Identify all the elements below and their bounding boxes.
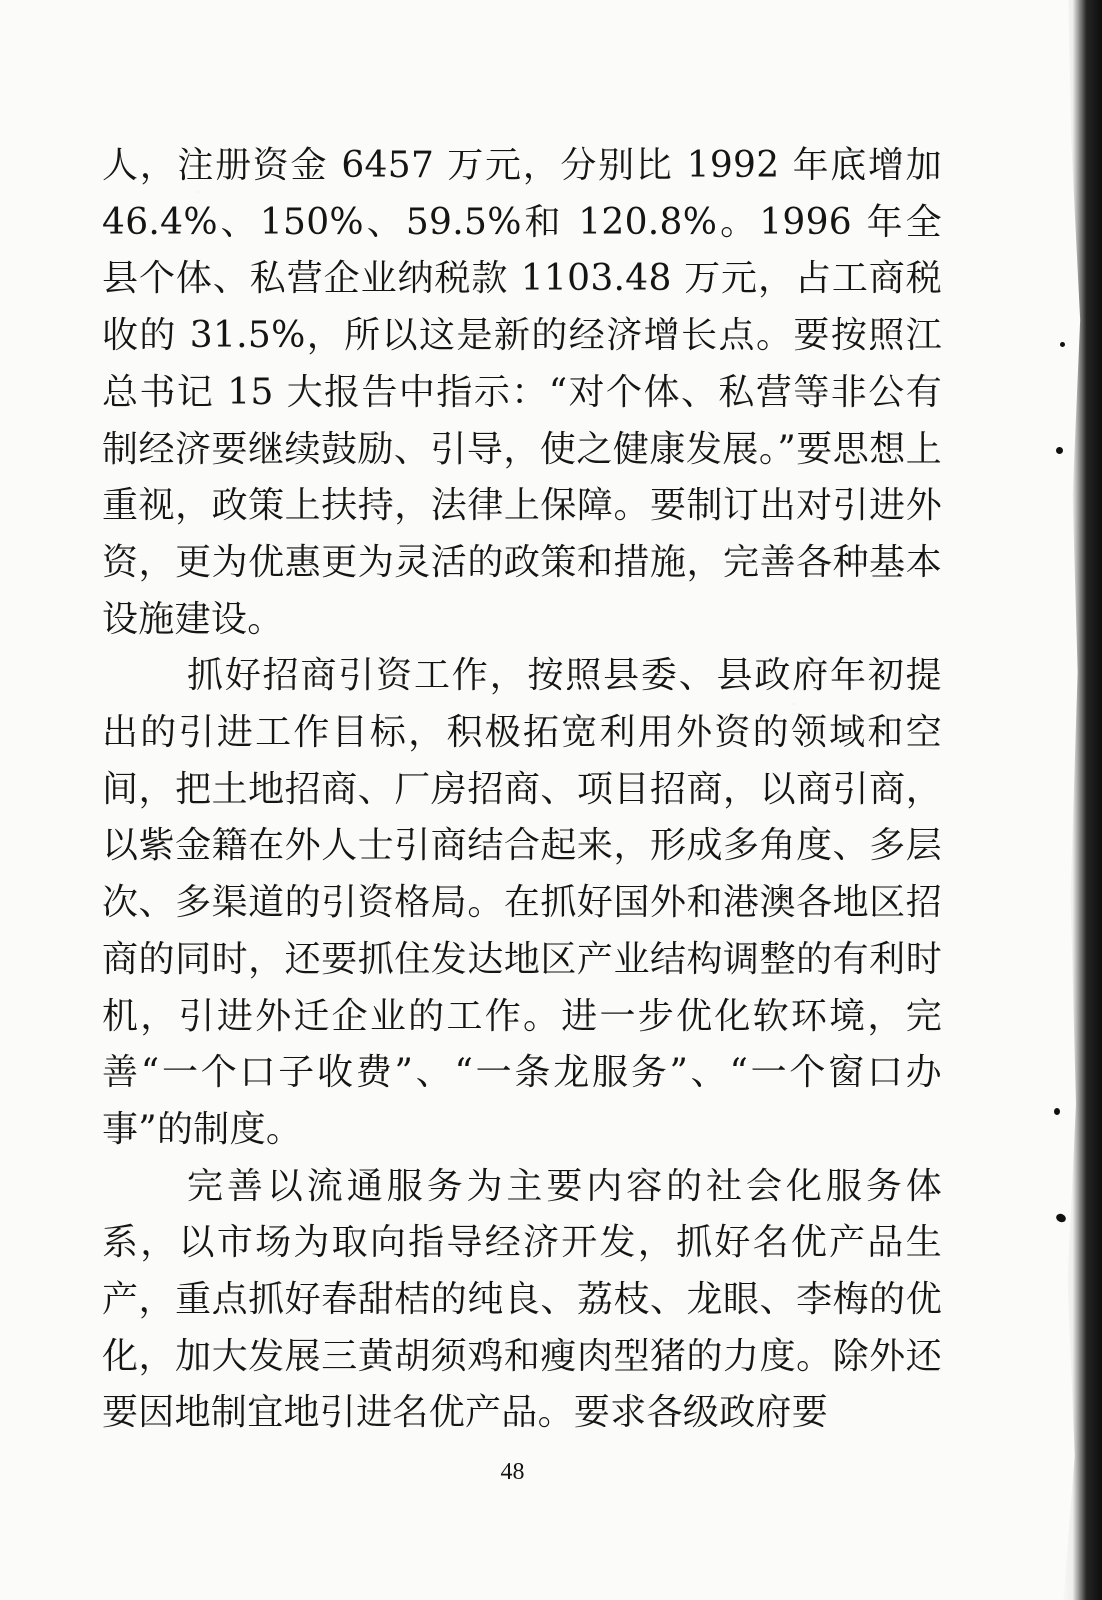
scan-edge-shadow: [1060, 0, 1102, 1600]
scan-speck: [1055, 1212, 1067, 1223]
scan-speck: [1054, 1108, 1060, 1115]
paragraph-service-system: 完善以流通服务为主要内容的社会化服务体系，以市场为取向指导经济开发，抓好名优产品生产，重点抓好春甜桔的纯良、荔枝、龙眼、李梅的优化，加大发展三黄胡须鸡和瘦肉型猪的力度。除外还要因地制宜地引进名优产品。要求各级政府要: [102, 1165, 942, 1434]
paragraph-economic-growth: 人，注册资金 6457 万元，分别比 1992 年底增加 46.4%、150%、59.5%和 120.8%。1996 年全县个体、私营企业纳税款 1103.48 万元，占工商税收的 31.5%，所以这是新的经济增长点。要按照江总书记 15 大报告中指示：“对个体、私营等非公有制经济要继续鼓励、引导，使之健康发展。”要思想上重视，政策上扶持，法律上保障。要制订出对引进外资，更为优惠更为灵活的政策和措施，完善各种基本设施建设。: [102, 145, 942, 640]
scan-speck: [1060, 342, 1065, 347]
paragraph-investment-work: 抓好招商引资工作，按照县委、县政府年初提出的引进工作目标，积极拓宽利用外资的领域和空间，把土地招商、厂房招商、项目招商，以商引商，以紫金籍在外人士引商结合起来，形成多角度、多层次、多渠道的引资格局。在抓好国外和港澳各地区招商的同时，还要抓住发达地区产业结构调整的有利时机，引进外迁企业的工作。进一步优化软环境，完善“一个口子收费”、“一条龙服务”、“一个窗口办事”的制度。: [102, 655, 942, 1150]
page-number: 48: [500, 1459, 525, 1485]
scan-speck: [1056, 447, 1063, 454]
document-body: [102, 138, 942, 1442]
